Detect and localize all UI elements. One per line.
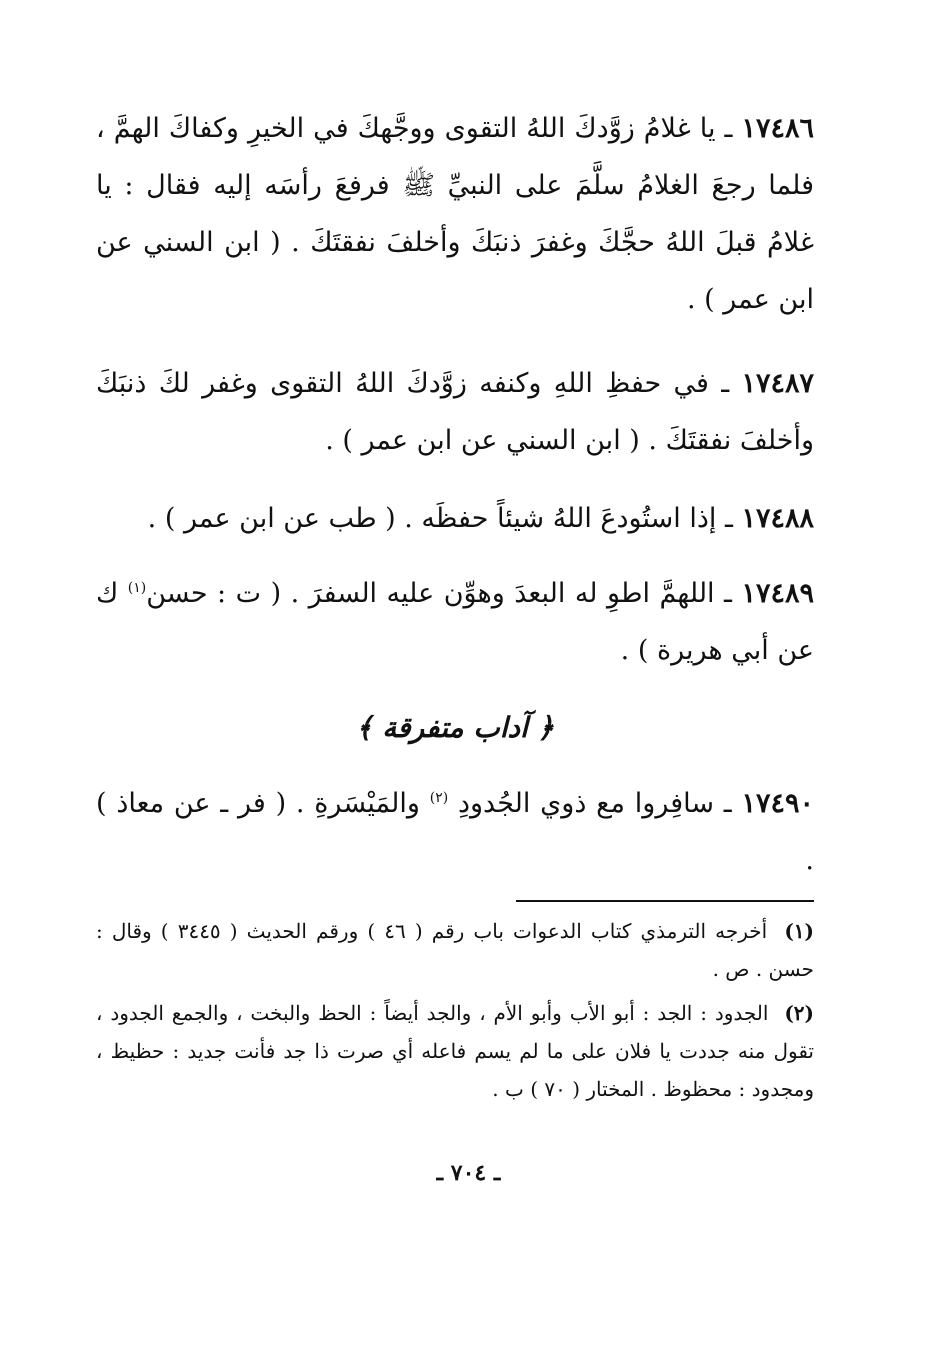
entry-text-continued: والمَيْسَرةِ . ( فر ـ عن معاذ ) . — [96, 788, 814, 876]
entry-text-continued: ك عن أبي هريرة ) . — [96, 578, 814, 666]
entries-block-1 — [96, 100, 814, 328]
entries-block-5 — [96, 775, 814, 889]
entry-text: ـ يا غلامُ زوَّدكَ اللهُ التقوى ووجَّهكَ في الخيرِ وكفاكَ الهمَّ ، فلما رجعَ الغلامُ سلَّمَ على النبيِّ ﷺ فرفعَ رأسَه إليه فقال : يا غلامُ قبلَ اللهُ حجَّكَ وغفرَ ذنبَكَ وأخلفَ نفقتَكَ . ( ابن السني عن ابن عمر ) . — [96, 113, 814, 315]
footnote-text: أخرجه الترمذي كتاب الدعوات باب رقم ( ٤٦ ) ورقم الحديث ( ٣٤٤٥ ) وقال : حسن . ص . — [96, 919, 814, 981]
footnote-marker: (٢) — [784, 1001, 815, 1025]
hadith-entry — [96, 565, 814, 679]
entry-number: ١٧٤٨٦ — [741, 113, 814, 144]
footnote-separator — [516, 900, 814, 902]
entry-text: ـ في حفظِ اللهِ وكنفه زوَّدكَ اللهُ التقوى وغفر لكَ ذنبَكَ وأخلفَ نفقتَكَ . ( ابن السني عن ابن عمر ) . — [96, 368, 814, 456]
entry-text: ـ سافِروا مع ذوي الجُدودِ — [458, 788, 732, 819]
entry-number: ١٧٤٨٧ — [741, 368, 815, 399]
entries-block-4 — [96, 565, 814, 679]
footnote-text: الجدود : الجد : أبو الأب وأبو الأم ، والجد أيضاً : الحظ والبخت ، والجمع الجدود ، تقول منه جددت يا فلان على ما لم يسم فاعله أي صرت ذا جد فأنت جديد : حظيظ ، ومجدود : محظوظ . المختار ( ٧٠ ) ب . — [96, 1001, 814, 1101]
entry-text: ـ إذا استُودعَ اللهُ شيئاً حفظَه . ( طب عن ابن عمر ) . — [147, 503, 733, 534]
entries-block-3 — [96, 490, 814, 547]
entry-number: ١٧٤٨٩ — [741, 578, 814, 609]
entry-number: ١٧٤٩٠ — [741, 788, 814, 819]
page-number: ـ ٧٠٤ ـ — [436, 1160, 501, 1186]
hadith-entry — [96, 775, 814, 889]
hadith-entry — [96, 355, 814, 469]
footnote-item — [96, 994, 814, 1108]
entry-number: ١٧٤٨٨ — [741, 503, 814, 534]
footnotes — [96, 912, 814, 1114]
footnote-ref-1[interactable]: (١) — [127, 580, 147, 596]
hadith-entry — [96, 490, 814, 547]
entries-block-2 — [96, 355, 814, 469]
footnote-marker: (١) — [784, 919, 815, 943]
entry-text: ـ اللهمَّ اطوِ له البعدَ وهوِّن عليه السفرَ . ( ت : حسن — [146, 578, 732, 609]
footnote-ref-2[interactable]: (٢) — [429, 790, 449, 806]
footnote-item — [96, 912, 814, 988]
hadith-entry — [96, 100, 814, 328]
section-heading: ﴿ آداب متفرقة ﴾ — [356, 711, 554, 744]
